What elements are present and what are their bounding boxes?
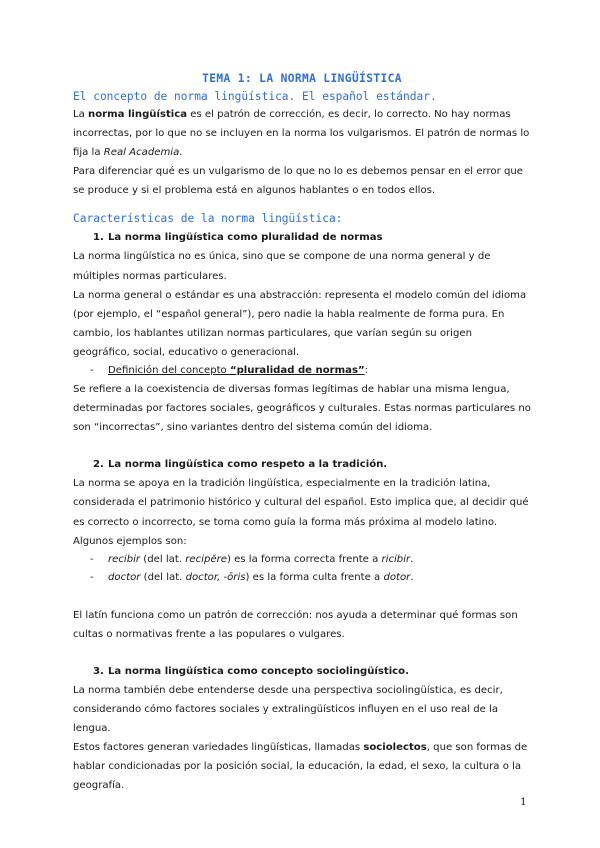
section-heading-characteristics: Características de la norma lingüística: — [73, 212, 343, 226]
bold-term: sociolectos — [363, 742, 427, 754]
item1-paragraph-3: Se refiere a la coexistencia de diversas formas legítimas de hablar una misma lengua, determinadas por factores sociales, geográficos y culturales. Estas normas particulares no son “incorrectas”, sino variantes dentro del sistema común del idioma. — [73, 384, 531, 434]
example-line-2: - doctor (del lat. doctor, -ōris) es la forma culta frente a dotor. — [90, 571, 414, 583]
item1-paragraph-2: La norma general o estándar es una abstracción: representa el modelo común del idioma (por ejemplo, el “español general”), pero nadie la habla realmente de forma pura. En cambio, los hablantes utilizan normas particulares, que varían según su origen geográfico, social, educativo o generacional. — [73, 289, 527, 358]
intro-paragraph-2: Para diferenciar qué es un vulgarismo de lo que no lo es debemos pensar en el error que se produce y si el problema está en algunos hablantes o en todos ellos. — [73, 166, 523, 197]
section-heading-concept: El concepto de norma lingüística. El español estándar. — [73, 90, 437, 103]
document-page — [73, 70, 531, 795]
page-number: 1 — [520, 796, 527, 808]
list-item-2-title: 2. La norma lingüística como respeto a la tradición. — [93, 459, 388, 471]
example-line-1: - recibir (del lat. recipĕre) es la forma correcta frente a ricibir. — [90, 553, 414, 565]
italic-term: Real Academia — [103, 147, 180, 159]
page-title: TEMA 1: LA NORMA LINGÜÍSTICA — [202, 72, 402, 85]
list-item-3-title: 3. La norma lingüística como concepto sociolingüístico. — [93, 665, 409, 677]
item2-paragraph-1: La norma se apoya en la tradición lingüística, especialmente en la tradición latina, considerada el patrimonio histórico y cultural del español. Esto implica que, al decidir qué es correcto o incorrecto, se toma como guía la forma más próxima al modelo latino. — [73, 478, 529, 528]
list-item-1-title: 1. La norma lingüística como pluralidad de normas — [93, 232, 383, 244]
item3-paragraph-2: Estos factores generan variedades lingüísticas, llamadas sociolectos, que son formas de hablar condicionadas por la posición social, la educación, la edad, el sexo, la cultura o la geografía. — [73, 742, 528, 792]
item3-paragraph-1: La norma también debe entenderse desde una perspectiva sociolingüística, es decir, considerando cómo factores sociales y extralingüísticos influyen en el uso real de la lengua. — [73, 684, 503, 735]
definition-line: - Definición del concepto “pluralidad de normas”: — [90, 365, 369, 377]
item2-paragraph-2: Algunos ejemplos son: — [73, 535, 187, 547]
item1-paragraph-1: La norma lingüística no es única, sino que se compone de una norma general y de múltiples normas particulares. — [73, 251, 491, 282]
bold-term: norma lingüística — [88, 109, 188, 120]
item2-paragraph-3: El latín funciona como un patrón de corrección: nos ayuda a determinar qué formas son cultas o normativas frente a las populares o vulgares. — [73, 609, 518, 640]
intro-paragraph-1: La norma lingüística es el patrón de corrección, es decir, lo correcto. No hay normas incorrectas, por lo que no se incluyen en la norma los vulgarismos. El patrón de normas lo fija la Real Academia. — [73, 109, 530, 159]
